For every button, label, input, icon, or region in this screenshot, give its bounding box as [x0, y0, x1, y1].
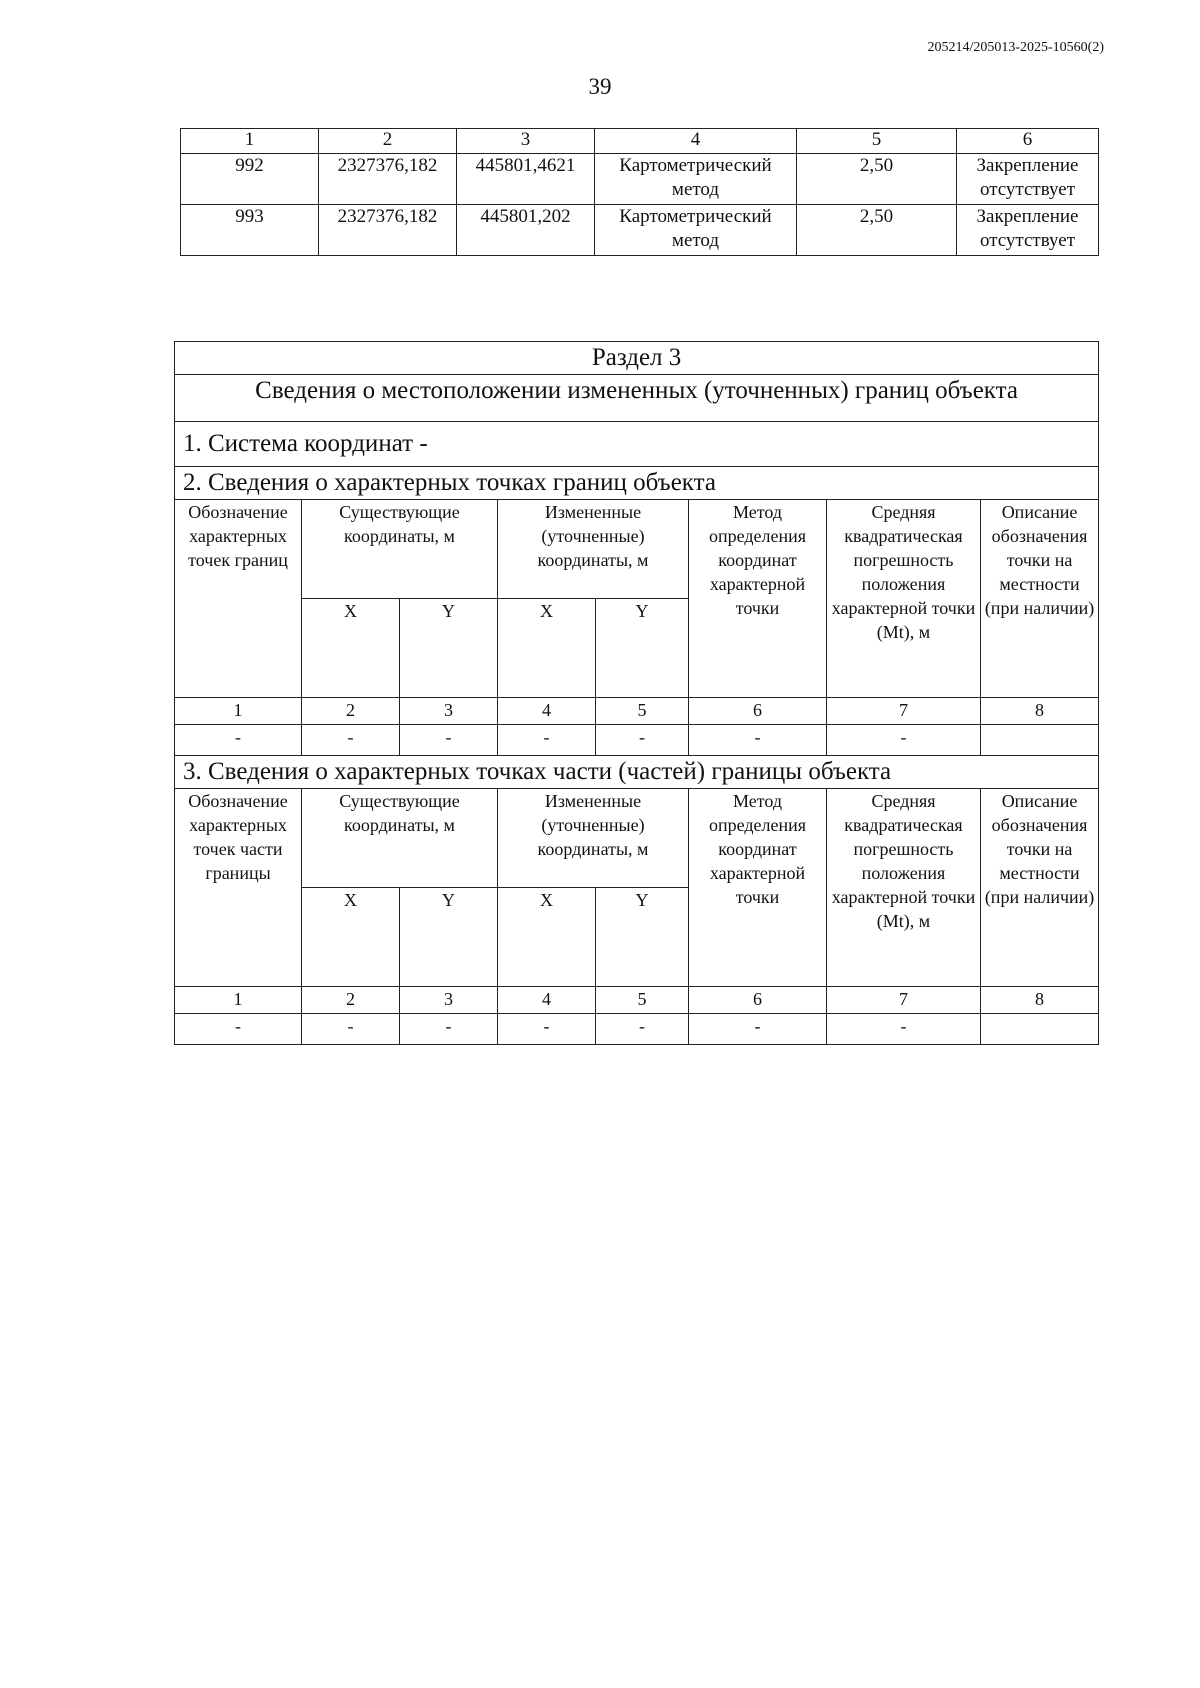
col-description: Описание обозначения точки на местности (при наличии): [981, 789, 1099, 987]
col-designation: Обозначение характерных точек границ: [175, 500, 302, 698]
col-changed-coordinates: Измененные (уточненные) координаты, м: [498, 789, 689, 888]
column-number: 6: [689, 698, 827, 725]
table-cell: -: [596, 1014, 689, 1045]
table-row: [181, 154, 1099, 205]
section-title: Раздел 3: [175, 342, 1099, 375]
table-cell: -: [400, 725, 498, 756]
table-cell: Картометрический метод: [595, 154, 797, 205]
column-number: 3: [400, 698, 498, 725]
header-cell: 2: [319, 129, 457, 154]
col-x: X: [498, 888, 596, 987]
column-numbers-row: [175, 698, 1099, 725]
header-cell: 1: [181, 129, 319, 154]
table-cell: -: [827, 725, 981, 756]
section-3-table: [174, 341, 1099, 1045]
col-error: Средняя квадратическая погрешность положения характерной точки (Mt), м: [827, 500, 981, 698]
table-cell: [981, 1014, 1099, 1045]
column-number: 7: [827, 698, 981, 725]
header-cell: 4: [595, 129, 797, 154]
header-cell: 5: [797, 129, 957, 154]
column-number: 2: [302, 987, 400, 1014]
table-cell: Закрепление отсутствует: [957, 154, 1099, 205]
table-cell: 992: [181, 154, 319, 205]
column-number: 4: [498, 698, 596, 725]
table-cell: 993: [181, 205, 319, 256]
table-cell: [981, 725, 1099, 756]
part3-heading: 3. Сведения о характерных точках части (частей) границы объекта: [175, 756, 1099, 789]
col-y: Y: [400, 888, 498, 987]
col-method: Метод определения координат характерной точки: [689, 500, 827, 698]
table-row: [175, 1014, 1099, 1045]
table-header-row: [181, 129, 1099, 154]
table-cell: -: [175, 725, 302, 756]
table-cell: 445801,4621: [457, 154, 595, 205]
column-number: 6: [689, 987, 827, 1014]
column-number: 8: [981, 987, 1099, 1014]
table-cell: 2,50: [797, 205, 957, 256]
col-x: X: [302, 888, 400, 987]
col-error: Средняя квадратическая погрешность положения характерной точки (Mt), м: [827, 789, 981, 987]
column-number: 1: [175, 987, 302, 1014]
col-y: Y: [596, 888, 689, 987]
table-cell: -: [498, 1014, 596, 1045]
col-description: Описание обозначения точки на местности (при наличии): [981, 500, 1099, 698]
column-number: 3: [400, 987, 498, 1014]
col-existing-coordinates: Существующие координаты, м: [302, 500, 498, 599]
column-number: 5: [596, 698, 689, 725]
table-row: [181, 205, 1099, 256]
column-number: 1: [175, 698, 302, 725]
col-x: X: [302, 599, 400, 698]
table-row: [175, 725, 1099, 756]
table-cell: -: [689, 1014, 827, 1045]
col-designation: Обозначение характерных точек части границы: [175, 789, 302, 987]
coordinate-system: 1. Система координат -: [175, 422, 1099, 467]
table-cell: Закрепление отсутствует: [957, 205, 1099, 256]
column-number: 2: [302, 698, 400, 725]
column-number: 5: [596, 987, 689, 1014]
table-cell: -: [498, 725, 596, 756]
part2-heading: 2. Сведения о характерных точках границ объекта: [175, 467, 1099, 500]
col-method: Метод определения координат характерной точки: [689, 789, 827, 987]
page-number: 39: [588, 74, 612, 99]
col-existing-coordinates: Существующие координаты, м: [302, 789, 498, 888]
column-numbers-row: [175, 987, 1099, 1014]
table-cell: 2327376,182: [319, 154, 457, 205]
section-subtitle: Сведения о местоположении измененных (уточненных) границ объекта: [175, 375, 1099, 422]
table-cell: 2,50: [797, 154, 957, 205]
column-number: 8: [981, 698, 1099, 725]
document-id: 205214/205013-2025-10560(2): [927, 40, 1104, 55]
header-cell: 6: [957, 129, 1099, 154]
table-cell: -: [302, 1014, 400, 1045]
table-cell: Картометрический метод: [595, 205, 797, 256]
col-changed-coordinates: Измененные (уточненные) координаты, м: [498, 500, 689, 599]
col-y: Y: [400, 599, 498, 698]
col-x: X: [498, 599, 596, 698]
table-cell: -: [400, 1014, 498, 1045]
table-cell: 2327376,182: [319, 205, 457, 256]
table-cell: -: [596, 725, 689, 756]
table-cell: -: [302, 725, 400, 756]
table-cell: -: [689, 725, 827, 756]
column-number: 4: [498, 987, 596, 1014]
header-cell: 3: [457, 129, 595, 154]
col-y: Y: [596, 599, 689, 698]
table-cell: -: [827, 1014, 981, 1045]
table-cell: -: [175, 1014, 302, 1045]
coordinates-continuation-table: [180, 128, 1099, 256]
table-cell: 445801,202: [457, 205, 595, 256]
column-number: 7: [827, 987, 981, 1014]
